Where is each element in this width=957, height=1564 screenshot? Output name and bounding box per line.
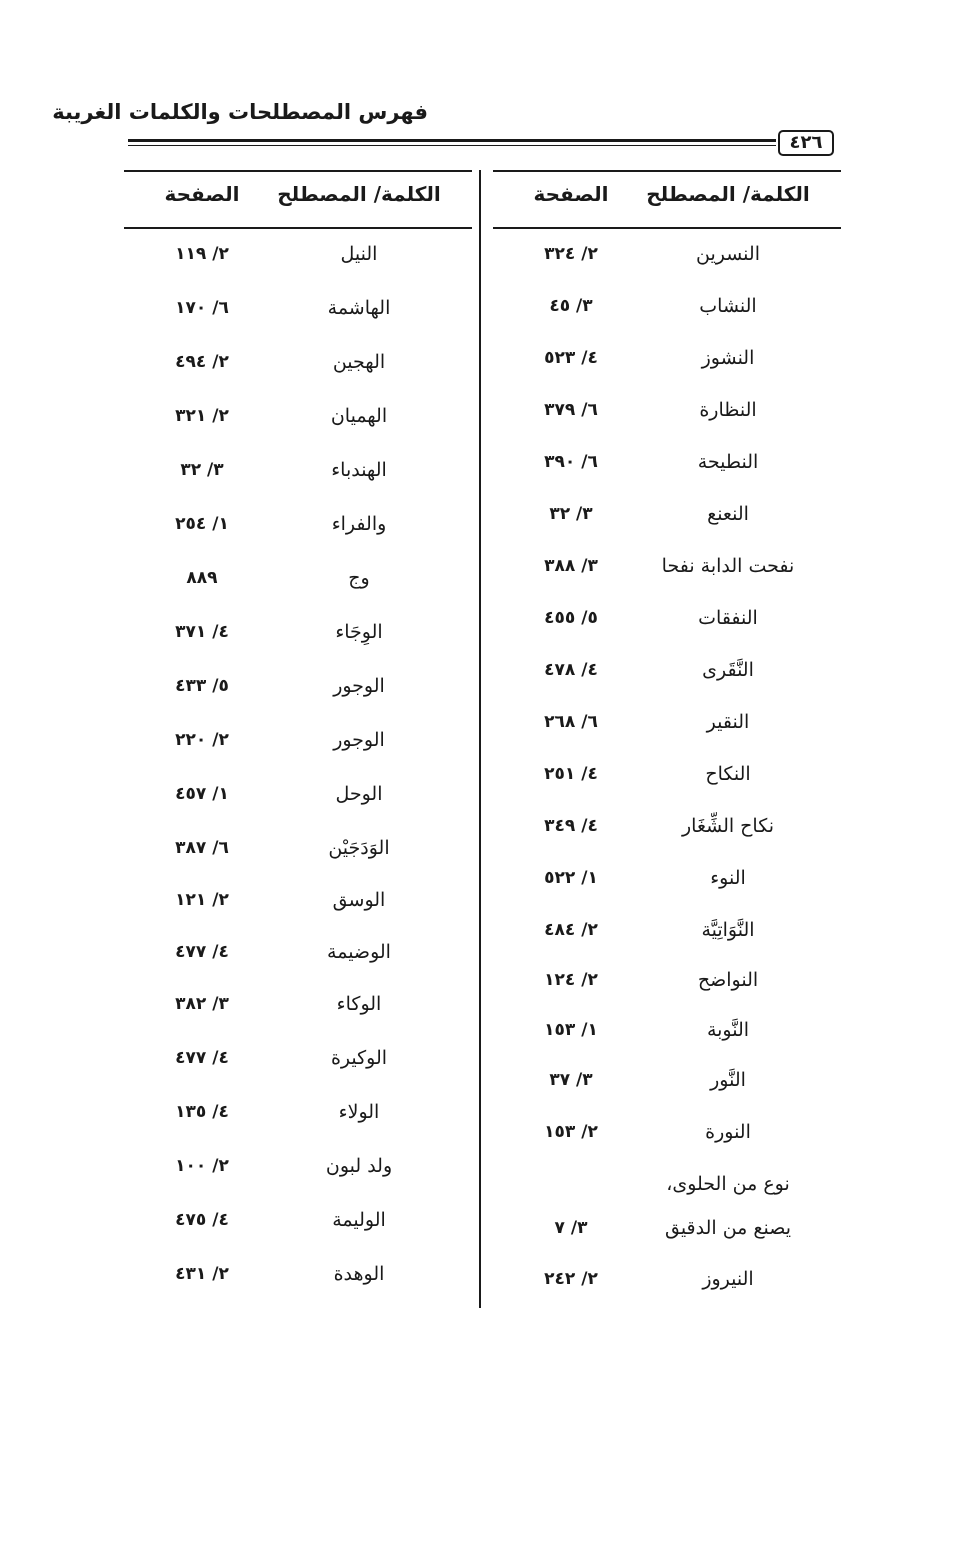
index-row <box>124 1092 472 1132</box>
index-row <box>124 932 472 972</box>
header-page: الصفحة <box>533 182 609 206</box>
index-row <box>493 858 841 898</box>
index-page-ref: ٢/ ١٥٣ <box>544 1122 598 1142</box>
index-term: الهندباء <box>331 459 387 481</box>
index-page-ref: ١/ ٢٥٤ <box>175 514 229 534</box>
index-page-ref: ٢/ ١١٩ <box>175 244 229 264</box>
index-row <box>124 558 472 598</box>
index-term: النَّوبة <box>706 1019 750 1041</box>
index-row <box>124 1254 472 1294</box>
index-row <box>124 1200 472 1240</box>
index-page-ref: ٥/ ٤٣٣ <box>175 676 229 696</box>
index-page-ref: ٢/ ٣٢١ <box>175 406 229 426</box>
index-term: الوكاء <box>336 993 382 1015</box>
index-term: الوكيرة <box>330 1047 388 1069</box>
header-page: الصفحة <box>164 182 240 206</box>
index-page-ref: ٣/ ٣٨٨ <box>544 556 598 576</box>
index-term: الولاء <box>338 1101 380 1123</box>
index-row <box>124 234 472 274</box>
index-row <box>493 286 841 326</box>
index-row <box>124 1146 472 1186</box>
running-title: فهرس المصطلحات والكلمات الغريبة <box>52 100 428 124</box>
index-row <box>493 390 841 430</box>
index-term: النشاب <box>699 295 757 317</box>
index-row <box>493 1060 841 1100</box>
index-row <box>493 754 841 794</box>
index-row <box>493 1164 841 1204</box>
index-row <box>493 234 841 274</box>
index-page-ref: ١/ ١٥٣ <box>544 1020 598 1040</box>
index-term: النواضح <box>697 969 759 991</box>
index-term: النشوز <box>701 347 755 369</box>
index-page-ref: ٢/ ٤٣١ <box>175 1264 229 1284</box>
index-term: النَّقَرى <box>702 659 754 681</box>
index-term: الوِجَاء <box>335 621 383 643</box>
column-header-row <box>124 182 472 218</box>
index-page-ref: ٦/ ٣٨٧ <box>175 838 229 858</box>
header-term: الكلمة/ المصطلح <box>277 182 441 206</box>
index-page-ref: ٢/ ٤٨٤ <box>544 920 598 940</box>
index-row <box>493 494 841 534</box>
index-row <box>493 1112 841 1152</box>
index-row <box>124 828 472 868</box>
index-term: النَّور <box>710 1069 746 1091</box>
index-page-ref: ٣/ ٤٥ <box>549 296 593 316</box>
index-page-ref: ٣/ ٣٢ <box>549 504 593 524</box>
index-term: النورة <box>705 1121 751 1143</box>
index-row <box>124 774 472 814</box>
index-page-ref: ٤/ ٤٧٥ <box>175 1210 229 1230</box>
index-row <box>124 450 472 490</box>
index-row <box>124 396 472 436</box>
index-page-ref: ٢/ ٤٩٤ <box>175 352 229 372</box>
index-page-ref: ٢/ ١٢٤ <box>544 970 598 990</box>
index-page-ref: ٢/ ٣٢٤ <box>544 244 598 264</box>
index-page-ref: ٣/ ٧ <box>554 1218 588 1238</box>
header-term: الكلمة/ المصطلح <box>646 182 810 206</box>
index-term: والفراء <box>331 513 387 535</box>
index-term: نوع من الحلوى، <box>666 1173 790 1195</box>
index-page-ref: ١/ ٤٥٧ <box>175 784 229 804</box>
index-term: الهاشمة <box>327 297 391 319</box>
index-page-ref: ٤/ ٤٧٧ <box>175 1048 229 1068</box>
index-row <box>124 1038 472 1078</box>
index-term: النظارة <box>699 399 757 421</box>
index-row <box>493 910 841 950</box>
index-row <box>493 1259 841 1299</box>
index-row <box>493 338 841 378</box>
index-term: الوَدَجَيْن <box>328 837 390 859</box>
index-term: الوليمة <box>332 1209 386 1231</box>
index-page-ref: ٢/ ١٠٠ <box>175 1156 229 1176</box>
index-page-ref: ٤/ ٣٧١ <box>175 622 229 642</box>
index-page-ref: ٣/ ٣٢ <box>180 460 224 480</box>
index-term: نكاح الشِّغَار <box>681 815 775 837</box>
index-row <box>124 504 472 544</box>
index-page-ref: ٤/ ٤٧٨ <box>544 660 598 680</box>
index-page-ref: ٣/ ٣٨٢ <box>175 994 229 1014</box>
index-row <box>124 880 472 920</box>
index-row <box>493 546 841 586</box>
index-page-ref: ٦/ ٣٧٩ <box>544 400 598 420</box>
index-row <box>124 288 472 328</box>
index-term: النسرين <box>696 243 760 265</box>
index-row <box>493 806 841 846</box>
column-header-row <box>493 182 841 218</box>
index-term: الهجين <box>332 351 386 373</box>
index-term: الوجور <box>333 675 385 697</box>
index-row <box>124 342 472 382</box>
index-row <box>493 598 841 638</box>
index-row <box>493 1010 841 1050</box>
header-rule-thin <box>128 145 776 146</box>
index-page-ref: ٢/ ٢٤٢ <box>544 1269 598 1289</box>
index-row <box>493 442 841 482</box>
index-term: النعنع <box>707 503 749 525</box>
index-term: الهميان <box>330 405 388 427</box>
header-rule-thick <box>128 139 776 142</box>
page-number-box: ٤٢٦ <box>778 130 834 156</box>
index-row <box>493 702 841 742</box>
index-term: النفقات <box>698 607 758 629</box>
index-page-ref: ١/ ٥٢٢ <box>544 868 598 888</box>
index-term: النيروز <box>702 1268 754 1290</box>
index-row <box>493 960 841 1000</box>
index-term: الوهدة <box>333 1263 385 1285</box>
index-page-ref: ٦/ ٣٩٠ <box>544 452 598 472</box>
index-row <box>124 666 472 706</box>
index-term: النوء <box>710 867 746 889</box>
index-page-ref: ٤/ ٣٤٩ <box>544 816 598 836</box>
column-header-rule <box>493 227 841 229</box>
index-page-ref: ٤/ ١٣٥ <box>175 1102 229 1122</box>
column-top-rule <box>493 170 841 172</box>
index-row <box>493 1208 841 1248</box>
index-term: النكاح <box>705 763 751 785</box>
column-header-rule <box>124 227 472 229</box>
index-page-ref: ٨٨٩ <box>186 568 218 588</box>
index-page-ref: ٦/ ٢٦٨ <box>544 712 598 732</box>
index-page-ref: ٦/ ١٧٠ <box>175 298 229 318</box>
index-row <box>493 650 841 690</box>
index-term: الوضيمة <box>327 941 391 963</box>
index-page-ref: ٤/ ٥٢٣ <box>544 348 598 368</box>
index-term: النيل <box>340 243 378 265</box>
index-page-ref: ٢/ ٢٢٠ <box>175 730 229 750</box>
index-term: الوجور <box>333 729 385 751</box>
index-term: نفحت الدابة نفحا <box>661 555 795 577</box>
index-term: النَّوَاتِيَّة <box>701 919 755 941</box>
column-top-rule <box>124 170 472 172</box>
index-term: الوحل <box>335 783 383 805</box>
index-row <box>124 612 472 652</box>
index-term: ولد لبون <box>325 1155 393 1177</box>
index-page-ref: ٤/ ٢٥١ <box>544 764 598 784</box>
index-page-ref: ٥/ ٤٥٥ <box>544 608 598 628</box>
index-page-ref: ٢/ ١٢١ <box>175 890 229 910</box>
index-page-ref: ٣/ ٣٧ <box>549 1070 593 1090</box>
index-term: وج <box>348 567 370 589</box>
index-term: النقير <box>706 711 750 733</box>
index-page-ref: ٤/ ٤٧٧ <box>175 942 229 962</box>
index-row <box>124 720 472 760</box>
index-term: يصنع من الدقيق <box>664 1217 792 1239</box>
index-term: النطيحة <box>697 451 759 473</box>
index-term: الوسق <box>332 889 386 911</box>
index-row <box>124 984 472 1024</box>
column-divider <box>479 170 481 1308</box>
